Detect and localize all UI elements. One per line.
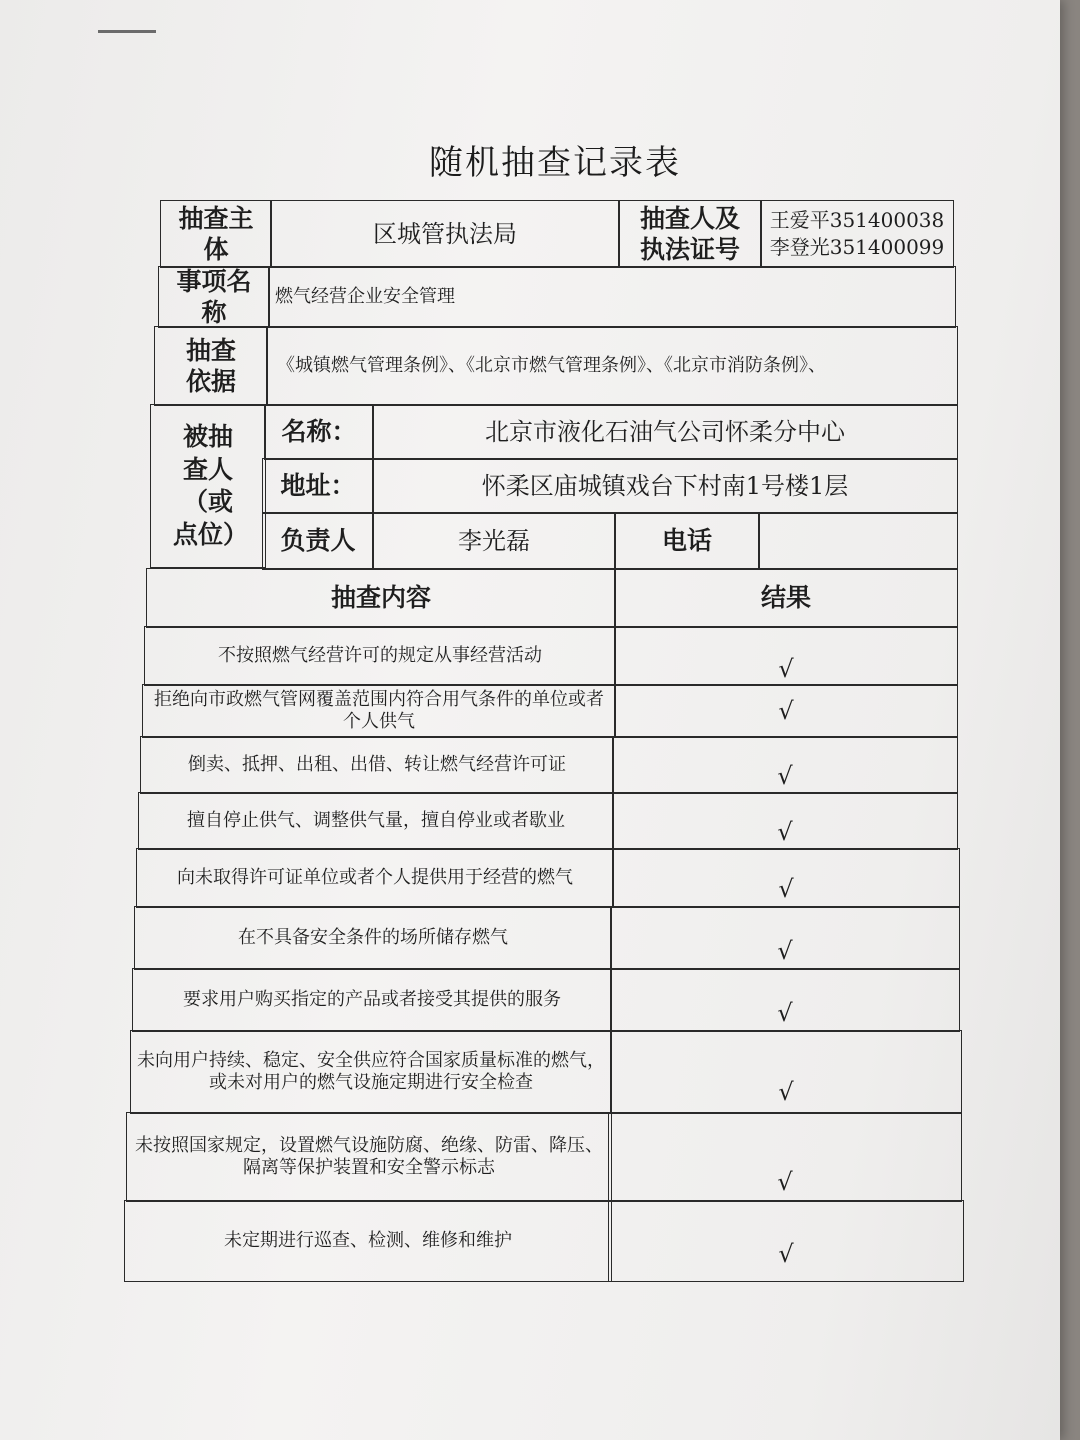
address-label: 地址： [262,458,374,514]
basis-value: 《城镇燃气管理条例》、《北京市燃气管理条例》、《北京市消防条例》、 [266,326,958,406]
name-value: 北京市液化石油气公司怀柔分中心 [372,404,958,460]
inspector-values [760,200,954,268]
form-title: 随机抽查记录表 [429,143,681,183]
check-result: √ [608,1112,962,1202]
check-content: 在不具备安全条件的场所储存燃气 [134,906,612,970]
check-content: 未定期进行巡查、检测、维修和维护 [124,1200,612,1282]
phone-value [758,512,958,570]
check-content: 擅自停止供气、调整供气量，擅自停业或者歇业 [138,792,614,850]
phone-label: 电话 [614,512,760,570]
check-content: 倒卖、抵押、出租、出借、转让燃气经营许可证 [140,736,614,794]
check-result: √ [610,1030,962,1114]
person-label: 负责人 [262,512,374,570]
check-result: √ [610,906,960,970]
subject-value: 区城管执法局 [270,200,620,268]
inspector-2: 李登光351400099 [769,235,945,259]
item-value: 燃气经营企业安全管理 [268,266,956,328]
check-content: 未向用户持续、稳定、安全供应符合国家质量标准的燃气，或未对用户的燃气设施定期进行安全检查 [130,1030,612,1114]
pen-mark [98,30,156,33]
check-content: 要求用户购买指定的产品或者接受其提供的服务 [132,968,612,1032]
result-header: 结果 [614,568,958,628]
check-result: √ [612,736,958,794]
inspector-label: 抽查人及执法证号 [618,200,762,268]
check-result: √ [614,626,958,686]
check-content: 拒绝向市政燃气管网覆盖范围内符合用气条件的单位或者个人供气 [142,684,616,738]
name-label: 名称： [264,404,374,460]
content-header: 抽查内容 [146,568,616,628]
check-result: √ [612,848,960,908]
check-content: 向未取得许可证单位或者个人提供用于经营的燃气 [136,848,614,908]
check-result: √ [614,684,958,738]
inspected-label: 被抽查人（或点位） [150,404,266,568]
inspector-1: 王爱平351400038 [769,208,945,232]
address-value: 怀柔区庙城镇戏台下村南1号楼1层 [372,458,958,514]
check-result: √ [610,968,960,1032]
check-content: 不按照燃气经营许可的规定从事经营活动 [144,626,616,686]
check-content: 未按照国家规定，设置燃气设施防腐、绝缘、防雷、降压、隔离等保护装置和安全警示标志 [126,1112,612,1202]
check-result: √ [608,1200,964,1282]
basis-label: 抽查依据 [154,326,268,406]
person-value: 李光磊 [372,512,616,570]
check-result: √ [612,792,958,850]
item-label: 事项名称 [158,266,270,328]
subject-label: 抽查主体 [160,200,272,268]
